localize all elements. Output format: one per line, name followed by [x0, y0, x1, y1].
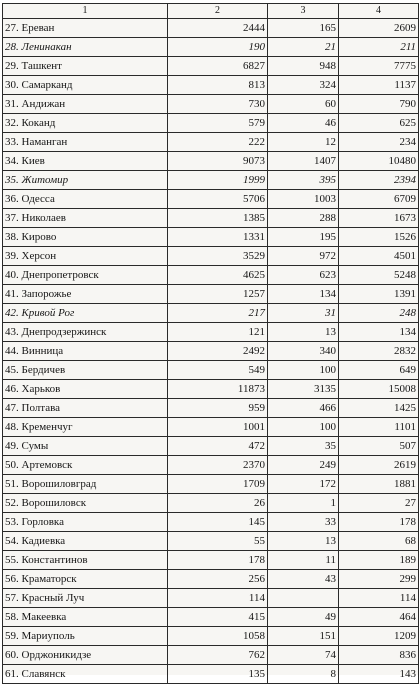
- column-3-value: 151: [268, 627, 339, 646]
- column-4-value: 2619: [339, 456, 419, 475]
- table-row: [3, 589, 419, 608]
- column-4-value: 1101: [339, 418, 419, 437]
- column-4-value: 299: [339, 570, 419, 589]
- city-name-cell: 48. Кременчуг: [3, 418, 168, 437]
- column-3-value: 74: [268, 646, 339, 665]
- column-3-value: 21: [268, 38, 339, 57]
- column-3-value: 100: [268, 361, 339, 380]
- column-2-value: 4625: [168, 266, 268, 285]
- column-4-value: 2832: [339, 342, 419, 361]
- column-2-value: 549: [168, 361, 268, 380]
- column-4-value: 464: [339, 608, 419, 627]
- city-name-cell: 49. Сумы: [3, 437, 168, 456]
- city-name-cell: 41. Запорожье: [3, 285, 168, 304]
- column-3-value: 134: [268, 285, 339, 304]
- column-4-value: 211: [339, 38, 419, 57]
- column-2-value: 730: [168, 95, 268, 114]
- column-3-value: 623: [268, 266, 339, 285]
- city-data-table: [2, 3, 419, 684]
- column-4-value: 134: [339, 323, 419, 342]
- column-2-value: 1058: [168, 627, 268, 646]
- column-2-value: 1331: [168, 228, 268, 247]
- column-3-value: 43: [268, 570, 339, 589]
- column-4-value: 10480: [339, 152, 419, 171]
- column-2-value: 135: [168, 665, 268, 684]
- column-4-value: 248: [339, 304, 419, 323]
- city-name-cell: 30. Самарканд: [3, 76, 168, 95]
- column-2-value: 217: [168, 304, 268, 323]
- column-3-value: 46: [268, 114, 339, 133]
- column-3-value: [268, 589, 339, 608]
- table-row: [3, 361, 419, 380]
- column-4-value: 625: [339, 114, 419, 133]
- table-row: [3, 665, 419, 684]
- column-3-value: 60: [268, 95, 339, 114]
- table-row: [3, 57, 419, 76]
- column-4-value: 27: [339, 494, 419, 513]
- table-row: [3, 323, 419, 342]
- column-4-value: 1209: [339, 627, 419, 646]
- column-3-value: 466: [268, 399, 339, 418]
- city-name-cell: 50. Артемовск: [3, 456, 168, 475]
- column-4-value: 790: [339, 95, 419, 114]
- table-row: [3, 646, 419, 665]
- column-2-value: 256: [168, 570, 268, 589]
- column-2-value: 190: [168, 38, 268, 57]
- table-row: [3, 171, 419, 190]
- column-2-value: 11873: [168, 380, 268, 399]
- table-row: [3, 513, 419, 532]
- column-3-value: 172: [268, 475, 339, 494]
- city-name-cell: 61. Славянск: [3, 665, 168, 684]
- column-4-value: 4501: [339, 247, 419, 266]
- column-4-value: 1526: [339, 228, 419, 247]
- city-name-cell: 51. Ворошиловград: [3, 475, 168, 494]
- column-4-value: 2609: [339, 19, 419, 38]
- table-row: [3, 114, 419, 133]
- table-row: [3, 133, 419, 152]
- column-4-value: 1391: [339, 285, 419, 304]
- city-name-cell: 33. Наманган: [3, 133, 168, 152]
- column-2-value: 1001: [168, 418, 268, 437]
- city-name-cell: 53. Горловка: [3, 513, 168, 532]
- column-4-value: 836: [339, 646, 419, 665]
- city-name-cell: 34. Киев: [3, 152, 168, 171]
- city-name-cell: 40. Днепропетровск: [3, 266, 168, 285]
- column-2-value: 762: [168, 646, 268, 665]
- table-row: [3, 608, 419, 627]
- column-3-value: 340: [268, 342, 339, 361]
- column-2-value: 26: [168, 494, 268, 513]
- column-3-value: 49: [268, 608, 339, 627]
- column-3-value: 972: [268, 247, 339, 266]
- column-4-value: 1137: [339, 76, 419, 95]
- table-row: [3, 228, 419, 247]
- city-name-cell: 47. Полтава: [3, 399, 168, 418]
- column-3-value: 100: [268, 418, 339, 437]
- column-2-value: 114: [168, 589, 268, 608]
- city-name-cell: 44. Винница: [3, 342, 168, 361]
- column-3-value: 31: [268, 304, 339, 323]
- city-name-cell: 59. Мариуполь: [3, 627, 168, 646]
- column-4-value: 1425: [339, 399, 419, 418]
- table-header: [3, 4, 419, 19]
- column-4-value: 178: [339, 513, 419, 532]
- column-2-value: 3529: [168, 247, 268, 266]
- column-4-value: 5248: [339, 266, 419, 285]
- column-4-value: 649: [339, 361, 419, 380]
- column-3-value: 35: [268, 437, 339, 456]
- table-row: [3, 627, 419, 646]
- table-row: [3, 152, 419, 171]
- city-name-cell: 56. Краматорск: [3, 570, 168, 589]
- column-2-value: 2370: [168, 456, 268, 475]
- column-4-value: 1881: [339, 475, 419, 494]
- column-2-value: 6827: [168, 57, 268, 76]
- table-row: [3, 190, 419, 209]
- column-4-value: 189: [339, 551, 419, 570]
- column-3-value: 3135: [268, 380, 339, 399]
- table-row: [3, 285, 419, 304]
- city-name-cell: 39. Херсон: [3, 247, 168, 266]
- table-row: [3, 456, 419, 475]
- column-2-value: 1709: [168, 475, 268, 494]
- column-3-value: 249: [268, 456, 339, 475]
- column-4-value: 7775: [339, 57, 419, 76]
- table-row: [3, 209, 419, 228]
- table-row: [3, 437, 419, 456]
- table-row: [3, 475, 419, 494]
- table-row: [3, 418, 419, 437]
- table-row: [3, 380, 419, 399]
- table-row: [3, 304, 419, 323]
- column-3-value: 195: [268, 228, 339, 247]
- city-name-cell: 37. Николаев: [3, 209, 168, 228]
- city-name-cell: 27. Ереван: [3, 19, 168, 38]
- column-header-2: 2: [168, 4, 268, 19]
- column-3-value: 12: [268, 133, 339, 152]
- table-body: [3, 19, 419, 684]
- city-name-cell: 32. Коканд: [3, 114, 168, 133]
- column-2-value: 5706: [168, 190, 268, 209]
- column-3-value: 11: [268, 551, 339, 570]
- column-3-value: 948: [268, 57, 339, 76]
- table-row: [3, 76, 419, 95]
- column-2-value: 1999: [168, 171, 268, 190]
- city-name-cell: 43. Днепродзержинск: [3, 323, 168, 342]
- column-2-value: 813: [168, 76, 268, 95]
- column-4-value: 6709: [339, 190, 419, 209]
- column-2-value: 959: [168, 399, 268, 418]
- city-name-cell: 38. Кирово: [3, 228, 168, 247]
- column-4-value: 507: [339, 437, 419, 456]
- column-4-value: 2394: [339, 171, 419, 190]
- city-name-cell: 60. Орджоникидзе: [3, 646, 168, 665]
- table-row: [3, 532, 419, 551]
- header-row: [3, 4, 419, 19]
- column-4-value: 15008: [339, 380, 419, 399]
- city-name-cell: 29. Ташкент: [3, 57, 168, 76]
- table-row: [3, 494, 419, 513]
- column-3-value: 1003: [268, 190, 339, 209]
- scanned-page: [2, 3, 418, 680]
- column-2-value: 145: [168, 513, 268, 532]
- column-3-value: 8: [268, 665, 339, 684]
- column-4-value: 114: [339, 589, 419, 608]
- column-2-value: 579: [168, 114, 268, 133]
- column-3-value: 13: [268, 323, 339, 342]
- table-row: [3, 551, 419, 570]
- table-row: [3, 342, 419, 361]
- column-2-value: 9073: [168, 152, 268, 171]
- column-2-value: 2444: [168, 19, 268, 38]
- column-2-value: 178: [168, 551, 268, 570]
- column-3-value: 288: [268, 209, 339, 228]
- city-name-cell: 35. Житомир: [3, 171, 168, 190]
- city-name-cell: 45. Бердичев: [3, 361, 168, 380]
- city-name-cell: 55. Константинов: [3, 551, 168, 570]
- column-2-value: 121: [168, 323, 268, 342]
- table-row: [3, 95, 419, 114]
- column-3-value: 324: [268, 76, 339, 95]
- column-header-4: 4: [339, 4, 419, 19]
- column-3-value: 395: [268, 171, 339, 190]
- column-2-value: 472: [168, 437, 268, 456]
- column-4-value: 143: [339, 665, 419, 684]
- table-row: [3, 266, 419, 285]
- city-name-cell: 58. Макеевка: [3, 608, 168, 627]
- column-2-value: 222: [168, 133, 268, 152]
- table-row: [3, 247, 419, 266]
- column-3-value: 33: [268, 513, 339, 532]
- table-row: [3, 19, 419, 38]
- column-3-value: 13: [268, 532, 339, 551]
- table-row: [3, 38, 419, 57]
- city-name-cell: 46. Харьков: [3, 380, 168, 399]
- city-name-cell: 54. Кадиевка: [3, 532, 168, 551]
- column-2-value: 415: [168, 608, 268, 627]
- table-row: [3, 399, 419, 418]
- column-3-value: 1: [268, 494, 339, 513]
- city-name-cell: 57. Красный Луч: [3, 589, 168, 608]
- column-2-value: 55: [168, 532, 268, 551]
- column-2-value: 1257: [168, 285, 268, 304]
- city-name-cell: 52. Ворошиловск: [3, 494, 168, 513]
- city-name-cell: 42. Кривой Рог: [3, 304, 168, 323]
- column-4-value: 68: [339, 532, 419, 551]
- city-name-cell: 31. Андижан: [3, 95, 168, 114]
- column-4-value: 1673: [339, 209, 419, 228]
- column-3-value: 165: [268, 19, 339, 38]
- column-header-3: 3: [268, 4, 339, 19]
- column-2-value: 2492: [168, 342, 268, 361]
- column-4-value: 234: [339, 133, 419, 152]
- city-name-cell: 36. Одесса: [3, 190, 168, 209]
- table-row: [3, 570, 419, 589]
- column-2-value: 1385: [168, 209, 268, 228]
- city-name-cell: 28. Ленинакан: [3, 38, 168, 57]
- column-header-1: 1: [3, 4, 168, 19]
- column-3-value: 1407: [268, 152, 339, 171]
